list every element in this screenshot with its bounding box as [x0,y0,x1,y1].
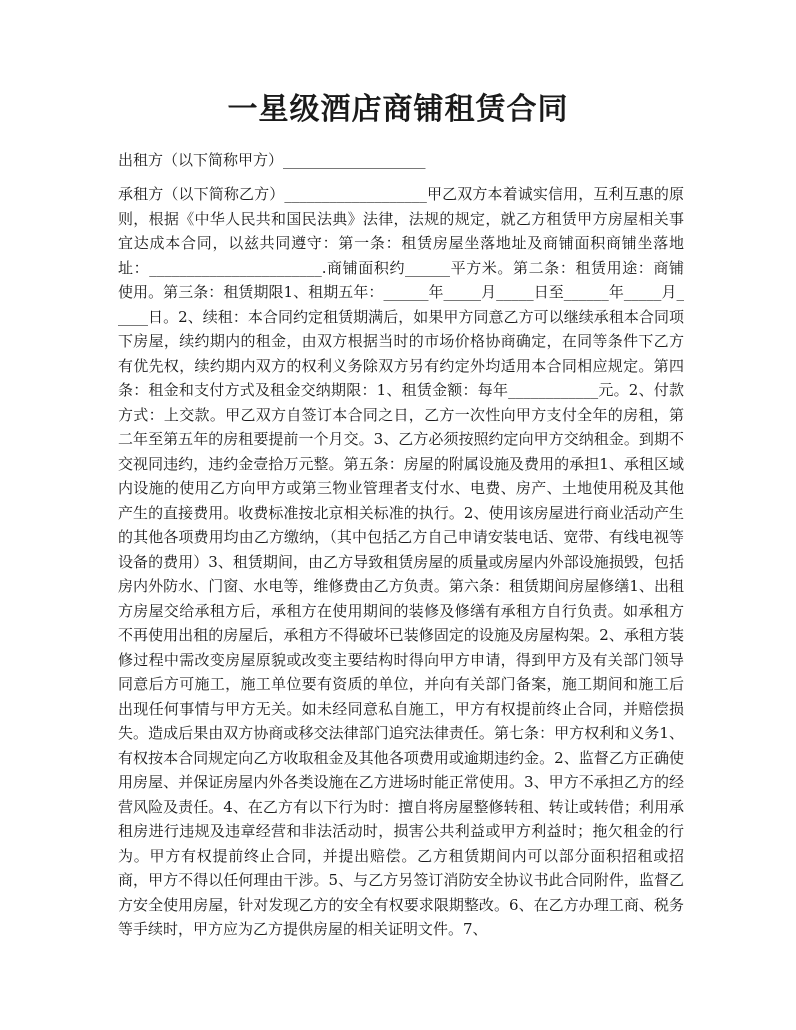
party-a-line: 出租方（以下简称甲方）___________________ [118,151,426,169]
document-title: 一星级酒店商铺租赁合同 [227,92,569,127]
contract-body-paragraph: 承租方（以下简称乙方）___________________甲乙双方本着诚实信用，互利互惠的原则，根据《中华人民共和国民法典》法律，法规的规定，就乙方租赁甲方房屋相关事宜达成本合同，以兹共同遵守：第一条：租赁房屋坐落地址及商铺面积商铺坐落地址：_______________________.商铺面积约______平方米。第二条：租赁用途：商铺使用。第三条：租赁期限1、租期五年：______年_____月_____日至______年_____月_____日。2、续租：本合同约定租赁期满后，如果甲方同意乙方可以继续承租本合同项下房屋，续约期内的租金，由双方根据当时的市场价格协商确定，在同等条件下乙方有优先权，续约期内双方的权利义务除双方另有约定外均适用本合同相应规定。第四条：租金和支付方式及租金交纳期限：1、租赁金额：每年____________元。2、付款方式：上交款。甲乙双方自签订本合同之日，乙方一次性向甲方支付全年的房租，第二年至第五年的房租要提前一个月交。3、乙方必须按照约定向甲方交纳租金。到期不交视同违约，违约金壹拾万元整。第五条：房屋的附属设施及费用的承担1、承租区域内设施的使用乙方向甲方或第三物业管理者支付水、电费、房产、土地使用税及其他产生的直接费用。收费标准按北京相关标准的执行。2、使用该房屋进行商业活动产生的其他各项费用均由乙方缴纳，（其中包括乙方自己申请安装电话、宽带、有线电视等设备的费用）3、租赁期间，由乙方导致租赁房屋的质量或房屋内外部设施损毁，包括房内外防水、门窗、水电等，维修费由乙方负责。第六条：租赁期间房屋修缮1、出租方房屋交给承租方后，承租方在使用期间的装修及修缮有承租方自行负责。如承租方不再使用出租的房屋后，承租方不得破坏已装修固定的设施及房屋构架。2、承租方装修过程中需改变房屋原貌或改变主要结构时得向甲方申请，得到甲方及有关部门领导同意后方可施工，施工单位要有资质的单位，并向有关部门备案，施工期间和施工后出现任何事情与甲方无关。如未经同意私自施工，甲方有权提前终止合同，并赔偿损失。造成后果由双方协商或移交法律部门追究法律责任。第七条：甲方权利和义务1、有权按本合同规定向乙方收取租金及其他各项费用或逾期违约金。2、监督乙方正确使用房屋、并保证房屋内外各类设施在乙方进场时能正常使用。3、甲方不承担乙方的经营风险及责任。4、在乙方有以下行为时：擅自将房屋整修转租、转让或转借；利用承租房进行违规及违章经营和非法活动时，损害公共利益或甲方利益时；拖欠租金的行为。甲方有权提前终止合同，并提出赔偿。乙方租赁期间内可以部分面积招租或招商，甲方不得以任何理由干涉。5、与乙方另签订消防安全协议书此合同附件，监督乙方安全使用房屋，针对发现乙方的安全有权要求限期整改。6、在乙方办理工商、税务等手续时，甲方应为乙方提供房屋的相关证明文件。7、 [118,185,684,938]
